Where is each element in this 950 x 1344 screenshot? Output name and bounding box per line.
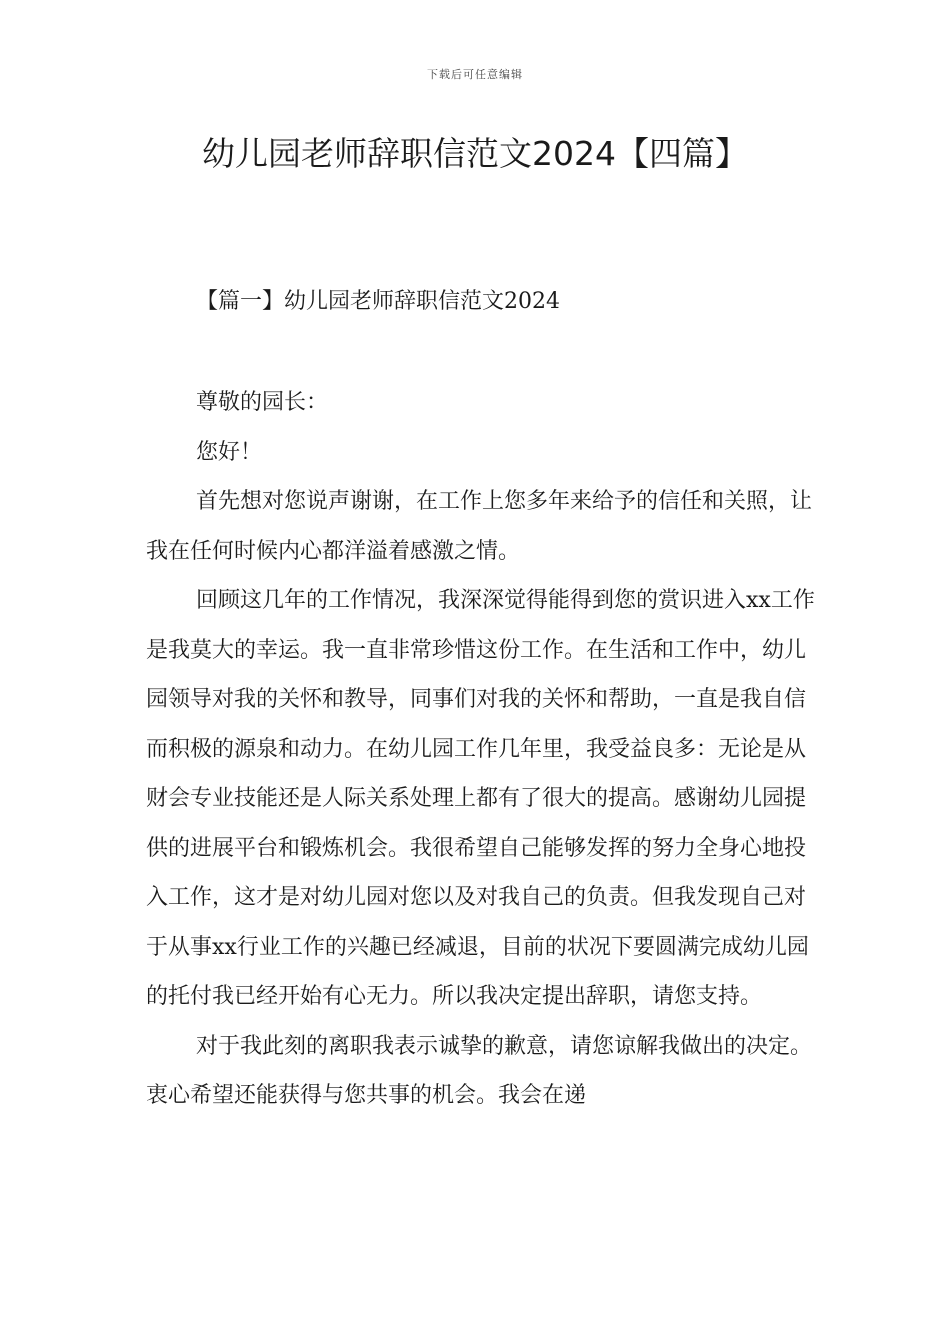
greeting: 尊敬的园长： [196, 390, 329, 415]
salutation: 您好！ [196, 439, 263, 465]
paragraph-3: 对于我此刻的离职我表示诚挚的歉意，请您谅解我做出的决定。衷心希望还能获得与您共事的机会。我会在递 [146, 1033, 813, 1108]
letter-body [146, 378, 826, 1121]
document-title: 幼儿园老师辞职信范文2024【四篇】 [202, 134, 748, 173]
paragraph-1: 首先想对您说声谢谢，在工作上您多年来给予的信任和关照，让我在任何时候内心都洋溢着感激之情。 [146, 489, 813, 564]
section-heading: 【篇一】幼儿园老师辞职信范文2024 [196, 289, 560, 314]
paragraph-2: 回顾这几年的工作情况，我深深觉得能得到您的赏识进入xx工作是我莫大的幸运。我一直非常珍惜这份工作。在生活和工作中，幼儿园领导对我的关怀和教导，同事们对我的关怀和帮助，一直是我自信而积极的源泉和动力。在幼儿园工作几年里，我受益良多：无论是从财会专业技能还是人际关系处理上都有了很大的提高。感谢幼儿园提供的进展平台和锻炼机会。我很希望自己能够发挥的努力全身心地投入工作，这才是对幼儿园对您以及对我自己的负责。但我发现自己对于从事xx行业工作的兴趣已经减退，目前的状况下要圆满完成幼儿园的托付我已经开始有心无力。所以我决定提出辞职，请您支持。 [146, 588, 815, 1009]
header-note: 下载后可任意编辑 [427, 68, 523, 81]
